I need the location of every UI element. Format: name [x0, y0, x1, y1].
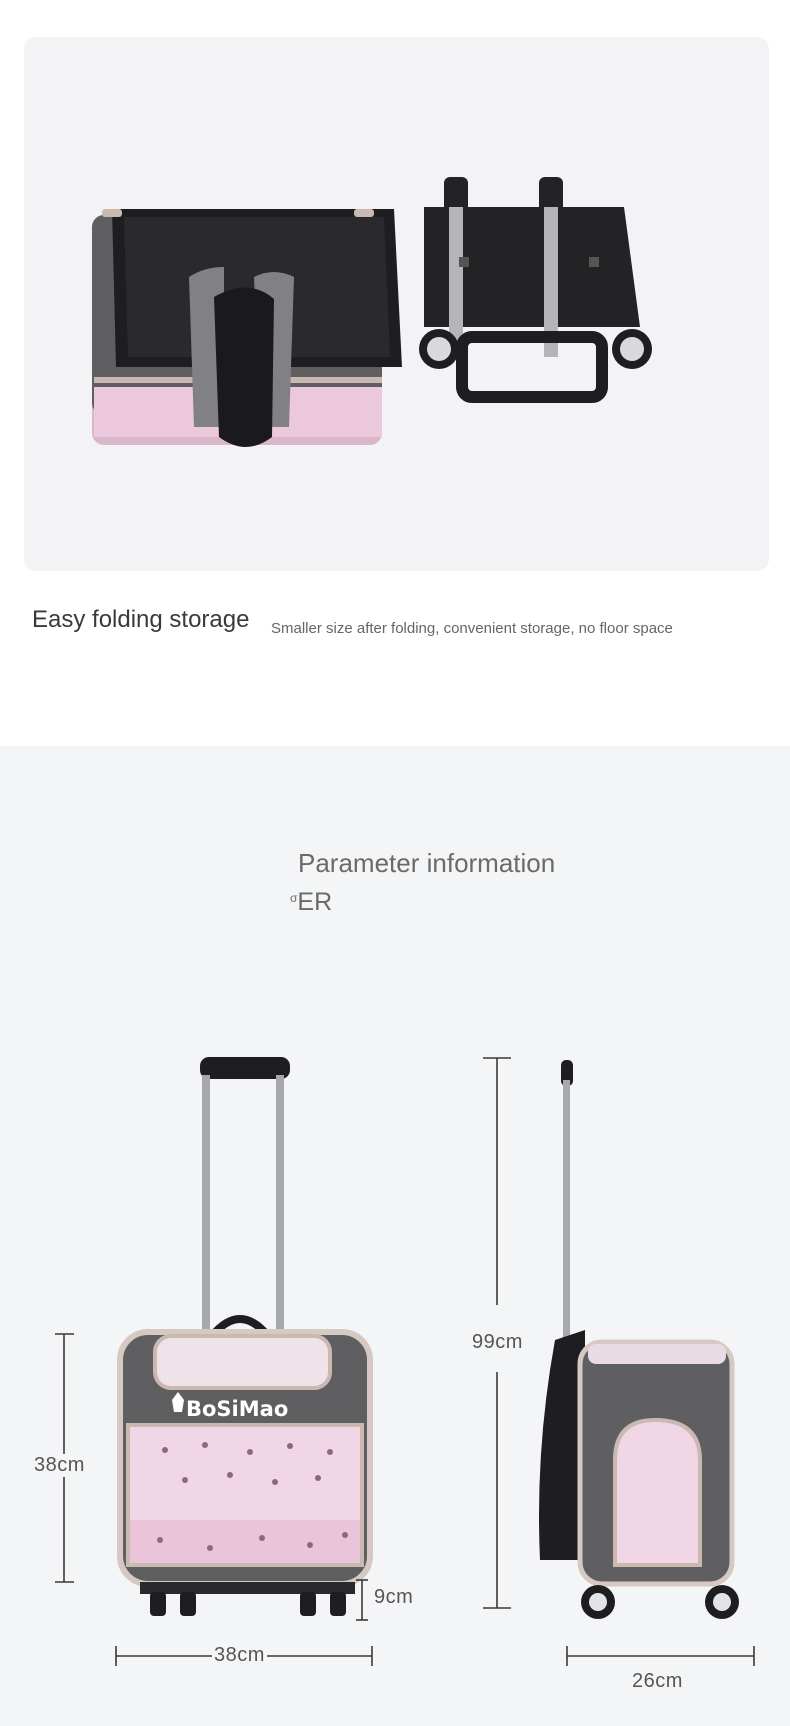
front-view-carrier [120, 1057, 370, 1616]
side-pink-window [615, 1420, 700, 1565]
front-handle-pole-right [276, 1075, 284, 1335]
parameter-subtitle-mark: σ [290, 891, 298, 905]
total-height-label: 99cm [472, 1331, 523, 1353]
side-depth-label: 26cm [632, 1670, 683, 1692]
side-handle-pole [563, 1080, 570, 1350]
parameter-title: Parameter information [298, 848, 556, 878]
front-handle-pole-left [202, 1075, 210, 1335]
brand-logo: BoSiMao [186, 1397, 289, 1421]
parameter-subtitle-text: ER [297, 888, 333, 916]
side-view-carrier [539, 1060, 739, 1619]
folding-subtext: Smaller size after folding, convenient storage, no floor space [271, 620, 673, 637]
wheel-height-label: 9cm [374, 1586, 414, 1608]
front-width-label: 38cm [214, 1644, 265, 1666]
folding-heading: Easy folding storage [32, 606, 250, 633]
bag-height-label: 38cm [34, 1454, 85, 1476]
